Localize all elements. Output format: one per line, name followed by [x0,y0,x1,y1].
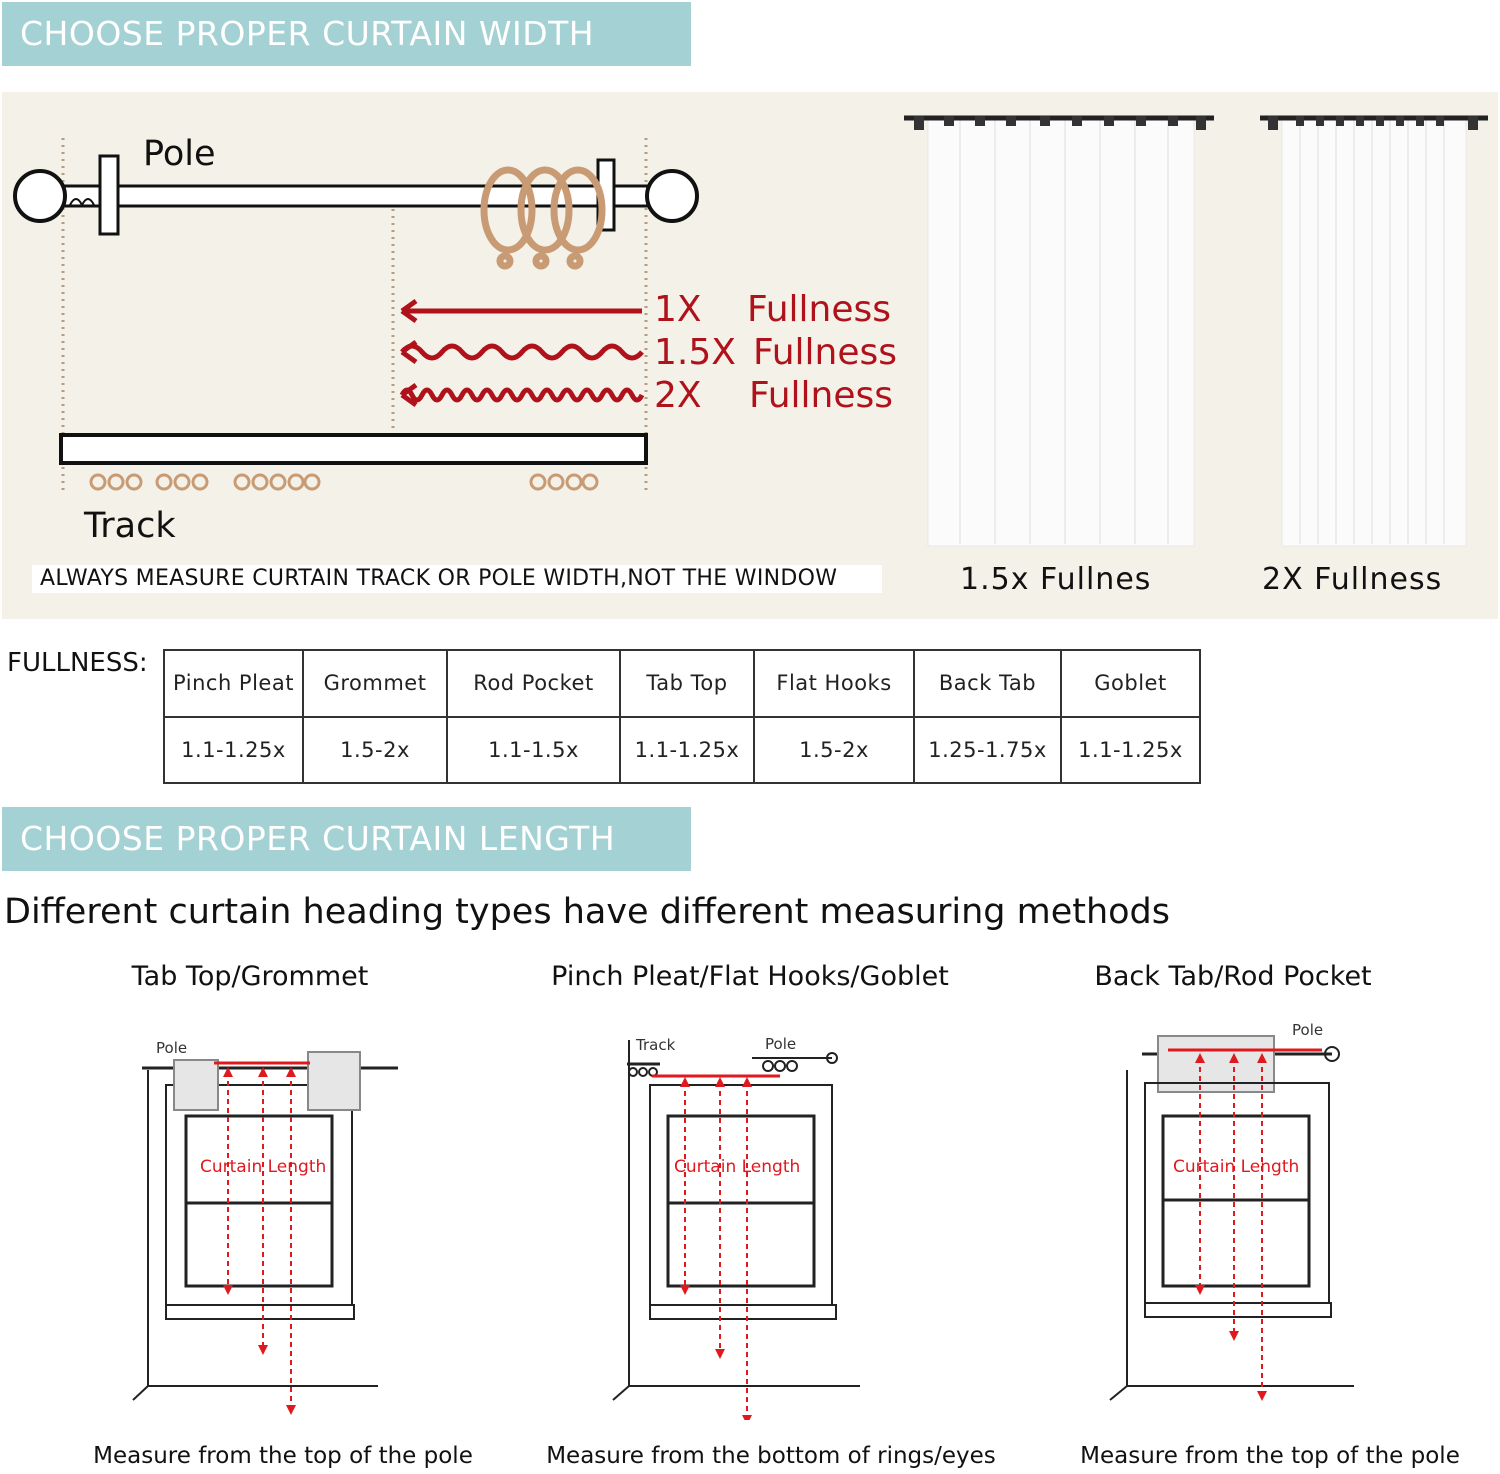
width-section-banner: CHOOSE PROPER CURTAIN WIDTH [2,2,691,66]
fullness-1x-word: Fullness [747,289,892,330]
length-subtitle: Different curtain heading types have different measuring methods [4,892,1171,932]
curtain-photo-2x [1260,116,1488,546]
track-label: Track [84,506,176,546]
photo-caption-1-5x: 1.5x Fullnes [960,562,1152,597]
pole-illustration [15,156,697,234]
diagram3-pole-label: Pole [1292,1021,1324,1039]
column-title-pinch-pleat: Pinch Pleat/Flat Hooks/Goblet [551,961,949,992]
arrow-2x [402,390,642,400]
fullness-table [163,649,1201,784]
header-pinch-pleat: Pinch Pleat [164,650,303,717]
measure-note: ALWAYS MEASURE CURTAIN TRACK OR POLE WIDTH,NOT THE WINDOW [32,565,882,593]
value-flat-hooks: 1.5-2x [754,717,914,784]
diagram3-curtain-length: Curtain Length [1173,1157,1300,1177]
header-tab-top: Tab Top [620,650,754,717]
fullness-arrows [402,301,642,405]
diagram2-curtain-length: Curtain Length [674,1157,801,1177]
pole-finial-right [647,171,697,221]
fullness-1-5x-mult: 1.5X [654,332,736,373]
diagram1-pole-label: Pole [156,1039,188,1057]
diagram-pinch-pleat [613,1040,860,1420]
value-tab-top: 1.1-1.25x [620,717,754,784]
fullness-table-label: FULLNESS: [7,648,148,678]
fullness-2x-mult: 2X [654,375,702,416]
arrow-1-5x [402,346,642,358]
value-goblet: 1.1-1.25x [1061,717,1200,784]
value-rod-pocket: 1.1-1.5x [447,717,620,784]
value-back-tab: 1.25-1.75x [914,717,1061,784]
header-grommet: Grommet [303,650,447,717]
diagram-back-tab-rod-pocket [1110,1036,1354,1400]
caption-pinch-pleat: Measure from the bottom of rings/eyes [546,1443,996,1469]
header-rod-pocket: Rod Pocket [447,650,620,717]
fullness-1-5x-word: Fullness [753,332,898,373]
caption-tab-top: Measure from the top of the pole [93,1443,473,1469]
fullness-header-row [164,650,1200,717]
track-illustration [61,435,646,489]
column-title-back-tab: Back Tab/Rod Pocket [1094,961,1372,992]
fullness-value-row [164,717,1200,784]
pole-finial-left [15,171,65,221]
pole-label: Pole [143,134,216,174]
length-section-banner: CHOOSE PROPER CURTAIN LENGTH [2,807,691,871]
diagram1-curtain-length: Curtain Length [200,1157,327,1177]
fullness-2x-word: Fullness [749,375,894,416]
photo-caption-2x: 2X Fullness [1262,562,1443,597]
header-goblet: Goblet [1061,650,1200,717]
header-back-tab: Back Tab [914,650,1061,717]
value-grommet: 1.5-2x [303,717,447,784]
pole-bracket-left [100,156,118,234]
diagram2-pole-label: Pole [765,1035,797,1053]
diagram2-track-label: Track [636,1036,676,1054]
curtain-rings [484,170,602,266]
fullness-1x-mult: 1X [654,289,702,330]
caption-back-tab: Measure from the top of the pole [1080,1443,1460,1469]
curtain-photo-1-5x [904,116,1214,546]
length-diagrams [0,1020,1500,1420]
value-pinch-pleat: 1.1-1.25x [164,717,303,784]
column-title-tab-top: Tab Top/Grommet [131,961,369,992]
diagram-tab-top-grommet [133,1052,398,1410]
header-flat-hooks: Flat Hooks [754,650,914,717]
width-diagram [0,92,1500,619]
